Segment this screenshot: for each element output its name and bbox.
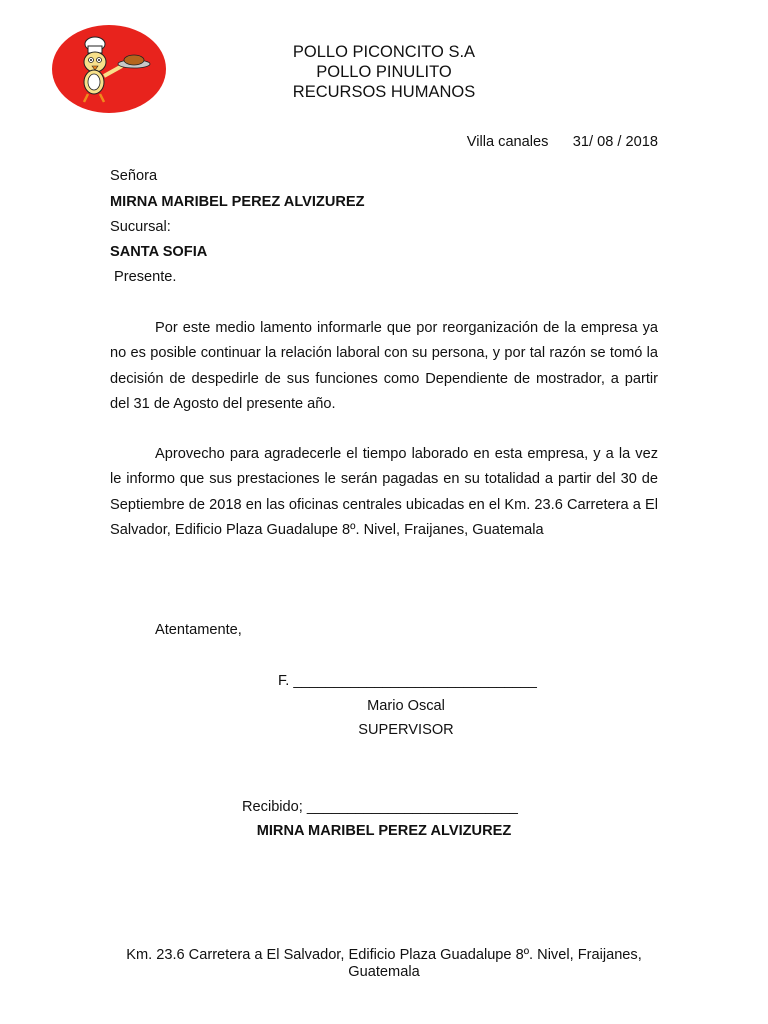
receipt-name: MIRNA MARIBEL PEREZ ALVIZUREZ: [256, 823, 512, 839]
branch-name: SANTA SOFIA: [110, 244, 208, 260]
receipt-line: Recibido; __________________________: [242, 799, 518, 815]
place: Villa canales: [466, 134, 549, 150]
company-name: POLLO PICONCITO S.A: [292, 43, 476, 61]
salutation: Señora: [110, 168, 158, 184]
recipient-name: MIRNA MARIBEL PEREZ ALVIZUREZ: [110, 194, 365, 210]
signer-name: Mario Oscal: [367, 698, 445, 714]
body-paragraph-2: Aprovecho para agradecerle el tiempo laborado en esta empresa, y a la vez le informo que sus prestaciones le serán pagadas en su totalidad a partir del 30 de Septiembre de 2018 en las oficinas centrales ubicadas en el Km. 23.6 Carretera a El Salvador, Edificio Plaza Guadalupe 8º. Nivel, Fraijanes, Guatemala: [110, 446, 658, 538]
letterhead: [0, 42, 768, 102]
body-paragraph-1: Por este medio lamento informarle que por reorganización de la empresa ya no es posible continuar la relación laboral con su persona, y por tal razón se tomó la decisión de despedirle de sus funciones como Dependiente de mostrador, a partir del 31 de Agosto del presente año.: [110, 320, 658, 412]
closing-regards: Atentamente,: [155, 622, 242, 638]
department-name: RECURSOS HUMANOS: [292, 83, 476, 101]
letter-date: 31/ 08 / 2018: [572, 134, 658, 150]
presente: Presente.: [114, 269, 177, 285]
brand-name: POLLO PINULITO: [316, 63, 452, 81]
signer-title: SUPERVISOR: [358, 722, 454, 738]
footer-address: Km. 23.6 Carretera a El Salvador, Edificio Plaza Guadalupe 8º. Nivel, Fraijanes, Guatemala: [126, 947, 642, 980]
date-line: [467, 134, 658, 150]
signature-line: F. ______________________________: [278, 673, 537, 689]
branch-label: Sucursal:: [110, 219, 171, 235]
